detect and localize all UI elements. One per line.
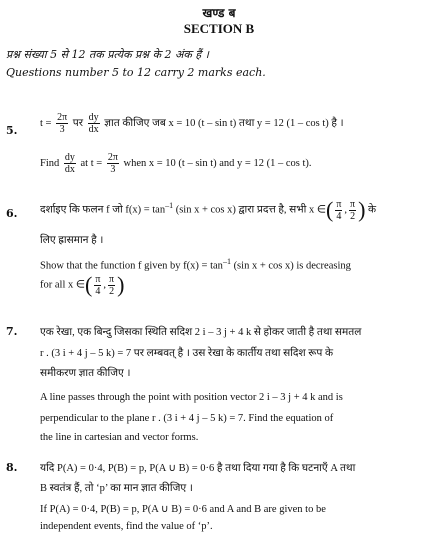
q6-fraction-pi-4 xyxy=(335,199,342,222)
fraction-numerator: 2π xyxy=(107,152,118,163)
fraction-denominator: 3 xyxy=(110,164,116,175)
q6-hindi-part-2: (sin x + cos x) द्वारा प्रदत्त है, सभी x ∈ xyxy=(175,204,327,216)
fraction-denominator: dx xyxy=(64,164,75,175)
right-paren: ) xyxy=(117,272,125,297)
q7-hindi-line-1: एक रेखा, एक बिन्दु जिसका स्थिति सदिश 2 i – 3 j + 4 k से होकर जाती है तथा समतल xyxy=(40,327,362,338)
right-paren: ) xyxy=(358,197,366,222)
q6-hindi-line-1 xyxy=(40,197,376,223)
q6-english-part-1: Show that the function f given by f(x) = tan xyxy=(40,260,223,272)
q7-english-line-2: perpendicular to the plane r . (3 i + 4 j – 5 k) = 7. Find the equation of xyxy=(40,413,334,424)
q6-hindi-part-3: के xyxy=(368,204,377,216)
q6-fraction-pi-2-en xyxy=(108,274,115,297)
q5-at-t: at t = xyxy=(80,157,103,169)
comma: , xyxy=(344,204,348,216)
q8-hindi-line-2: B स्वतंत्र हैं, तो ‘p’ का मान ज्ञात कीजिए । xyxy=(40,483,193,494)
q5-find: Find xyxy=(40,157,60,169)
left-paren: ( xyxy=(85,272,93,297)
fraction-numerator: dy xyxy=(64,152,75,163)
q6-fraction-pi-2 xyxy=(349,199,356,222)
q5-english-line xyxy=(40,152,312,175)
q5-par: पर xyxy=(72,117,84,129)
q6-english-part-2: (sin x + cos x) is decreasing xyxy=(233,260,351,272)
fraction-denominator: 4 xyxy=(336,210,342,222)
fraction-numerator: π xyxy=(336,198,342,210)
inverse-superscript: –1 xyxy=(222,257,231,266)
q8-english-line-1: If P(A) = 0·4, P(B) = p, P(A ∪ B) = 0·6 and A and B are given to be xyxy=(40,504,326,515)
q5-english-text: when x = 10 (t – sin t) and y = 12 (1 – cos t). xyxy=(123,157,312,169)
q5-t-eq: t = xyxy=(40,117,52,129)
inverse-superscript: –1 xyxy=(165,200,174,210)
q8-hindi-line-1: यदि P(A) = 0·4, P(B) = p, P(A ∪ B) = 0·6 है तथा दिया गया है कि घटनाएँ A तथा xyxy=(40,463,356,474)
q5-hindi-line xyxy=(40,112,344,135)
intro-english: Questions number 5 to 12 carry 2 marks each. xyxy=(6,66,266,79)
question-number-7: 7. xyxy=(6,325,18,338)
fraction-denominator: 3 xyxy=(59,124,65,135)
q6-english-line-2 xyxy=(40,272,124,298)
q7-hindi-line-2: r . (3 i + 4 j – 5 k) = 7 पर लम्बवत् है । उस रेखा के कार्तीय तथा सदिश रूप के xyxy=(40,348,334,359)
q6-english-line-1 xyxy=(40,257,351,272)
q5-fraction-2pi-3-en xyxy=(107,152,119,175)
fraction-denominator: 2 xyxy=(109,285,115,297)
comma: , xyxy=(103,279,107,291)
q5-fraction-dydx-en xyxy=(64,152,76,175)
question-number-5: 5. xyxy=(6,124,18,137)
q5-hindi-text: ज्ञात कीजिए जब x = 10 (t – sin t) तथा y = 12 (1 – cos t) है । xyxy=(104,117,344,129)
q6-hindi-line-2: लिए ह्रासमान है । xyxy=(40,235,104,246)
fraction-numerator: π xyxy=(95,273,101,285)
q6-fraction-pi-4-en xyxy=(94,274,101,297)
left-paren: ( xyxy=(326,197,334,222)
q6-hindi-part-1: दर्शाइए कि फलन f जो f(x) = tan xyxy=(40,204,166,216)
question-number-8: 8. xyxy=(6,461,18,474)
intro-hindi: प्रश्न संख्या 5 से 12 तक प्रत्येक प्रश्न के 2 अंक हैं । xyxy=(6,48,209,61)
q5-fraction-dydx xyxy=(88,112,100,135)
q7-hindi-line-3: समीकरण ज्ञात कीजिए । xyxy=(40,368,131,379)
fraction-denominator: 4 xyxy=(95,285,101,297)
fraction-numerator: dy xyxy=(88,112,99,123)
q6-english-part-3: for all x ∈ xyxy=(40,279,86,291)
question-number-6: 6. xyxy=(6,207,18,220)
q7-english-line-1: A line passes through the point with position vector 2 i – 3 j + 4 k and is xyxy=(40,392,343,403)
q8-english-line-2: independent events, find the value of ‘p’. xyxy=(40,521,213,532)
section-heading-hindi: खण्ड ब xyxy=(202,6,236,20)
fraction-numerator: π xyxy=(109,273,115,285)
fraction-numerator: 2π xyxy=(57,112,68,123)
q5-fraction-2pi-3 xyxy=(56,112,68,135)
section-heading: SECTION B xyxy=(183,21,255,36)
fraction-denominator: 2 xyxy=(350,210,356,222)
fraction-denominator: dx xyxy=(88,124,99,135)
q7-english-line-3: the line in cartesian and vector forms. xyxy=(40,432,199,443)
fraction-numerator: π xyxy=(350,198,356,210)
